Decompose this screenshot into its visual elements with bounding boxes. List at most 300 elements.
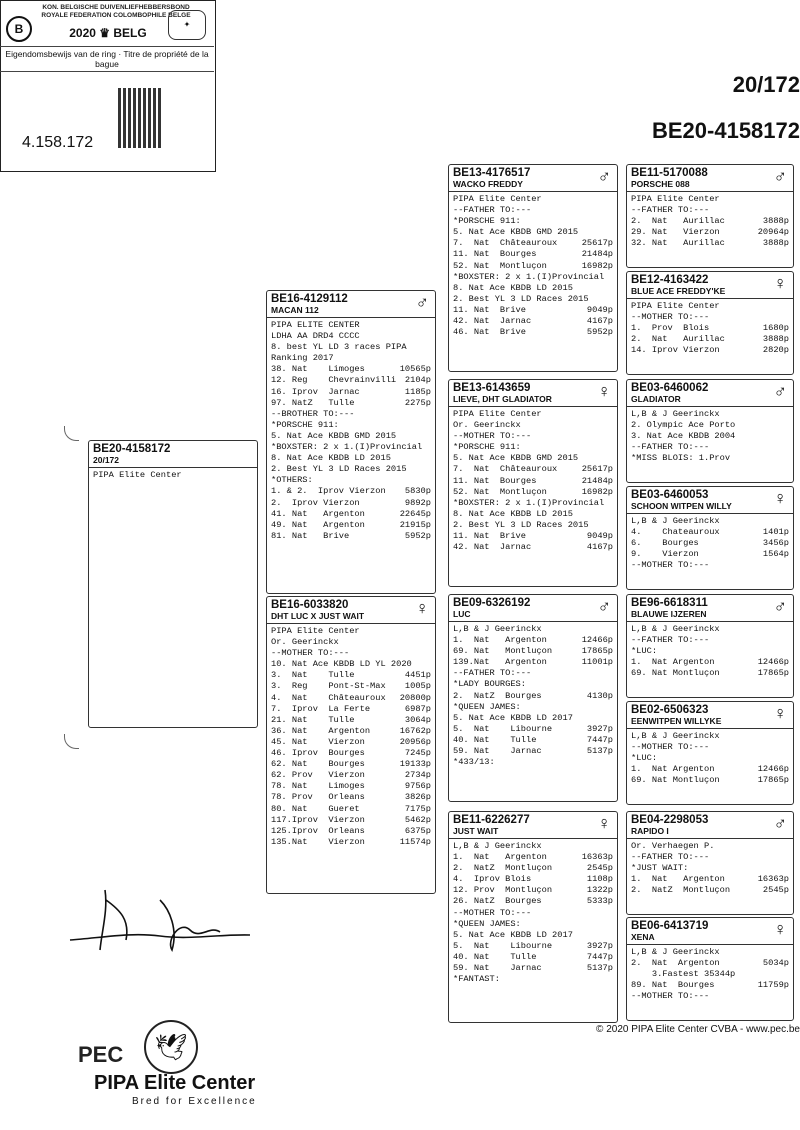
pedigree-box-sss bbox=[626, 164, 794, 268]
result-prize: 17865p bbox=[581, 646, 613, 657]
result-text: 8. best YL LD 3 races PIPA bbox=[271, 342, 407, 353]
result-prize: 9756p bbox=[404, 781, 431, 792]
result-text: *FANTAST: bbox=[453, 974, 500, 985]
result-text: *OTHERS: bbox=[271, 475, 313, 486]
result-line bbox=[627, 409, 793, 420]
result-line bbox=[627, 775, 793, 786]
result-line bbox=[449, 746, 617, 757]
pigeon-ring-id: BE16-4129112 bbox=[271, 293, 348, 305]
result-text: 52. Nat Montluçon bbox=[453, 486, 547, 497]
result-text: 7. Nat Châteauroux bbox=[453, 238, 558, 249]
result-prize: 11759p bbox=[757, 980, 789, 991]
subject-id: BE20-4158172 bbox=[93, 443, 171, 455]
result-line bbox=[267, 637, 435, 648]
pigeon-ring-id: BE13-4176517 bbox=[453, 167, 531, 179]
result-line bbox=[267, 726, 435, 737]
result-prize: 12466p bbox=[581, 635, 613, 646]
pigeon-ring-id: BE11-5170088 bbox=[631, 167, 708, 179]
result-text: *LUC: bbox=[631, 646, 658, 657]
pigeon-ring-id: BE02-6506323 bbox=[631, 704, 709, 716]
result-prize: 17865p bbox=[757, 668, 789, 679]
result-text: 69. Nat Montluçon bbox=[453, 646, 553, 657]
result-line bbox=[267, 693, 435, 704]
result-text: 1. Nat Argenton bbox=[453, 852, 547, 863]
pigeon-name: JUST WAIT bbox=[449, 826, 617, 839]
result-text: PIPA ELITE CENTER bbox=[271, 320, 360, 330]
result-prize: 5952p bbox=[586, 327, 613, 338]
result-prize: 1322p bbox=[586, 885, 613, 896]
result-line bbox=[627, 657, 793, 668]
header-short-code: 20/172 bbox=[732, 72, 800, 97]
result-line bbox=[449, 952, 617, 963]
result-text: 49. Nat Argenton bbox=[271, 519, 365, 530]
federation-logo-icon: B bbox=[6, 16, 32, 42]
result-line bbox=[267, 498, 435, 509]
result-text: *LUC: bbox=[631, 753, 658, 764]
result-line bbox=[267, 453, 435, 464]
pigeon-ring-id: BE09-6326192 bbox=[453, 597, 531, 609]
result-text: --FATHER TO:--- bbox=[631, 442, 710, 453]
result-text: *PORSCHE 911: bbox=[453, 442, 521, 453]
result-prize: 11001p bbox=[581, 657, 613, 668]
result-line bbox=[627, 334, 793, 345]
result-text: 78. Prov Orleans bbox=[271, 792, 365, 803]
result-prize: 5034p bbox=[762, 958, 789, 969]
result-prize: 4451p bbox=[404, 670, 431, 681]
result-text: 5. Nat Ace KBDB GMD 2015 bbox=[453, 227, 579, 238]
pedigree-box-dsd bbox=[626, 701, 794, 805]
result-prize: 25617p bbox=[581, 464, 613, 475]
fci-logo-icon: ✦ bbox=[168, 10, 206, 40]
result-line bbox=[267, 409, 435, 420]
result-text: 36. Nat Argenton bbox=[271, 725, 371, 736]
result-line bbox=[449, 531, 617, 542]
result-text: LDHA AA DRD4 CCCC bbox=[271, 331, 360, 342]
result-text: 89. Nat Bourges bbox=[631, 980, 715, 991]
result-text: 139.Nat Argenton bbox=[453, 657, 547, 668]
result-text: Or. Geerinckx bbox=[453, 420, 521, 431]
result-line bbox=[267, 331, 435, 342]
result-text: 1. Nat Argenton bbox=[631, 874, 725, 885]
pedigree-box-dd bbox=[448, 811, 618, 1023]
result-prize: 1401p bbox=[762, 527, 789, 538]
result-text: 12. Reg Chevrainvilli bbox=[271, 375, 397, 386]
result-line bbox=[627, 991, 793, 1002]
result-prize: 7447p bbox=[586, 734, 613, 745]
result-text: 42. Nat Jarnac bbox=[453, 316, 532, 327]
result-prize: 9892p bbox=[404, 497, 431, 508]
result-line bbox=[449, 930, 617, 941]
pedigree-box-ddd bbox=[626, 917, 794, 1021]
result-text: 4. Nat Châteauroux bbox=[271, 692, 386, 703]
federation-line-2: ROYALE FEDERATION COLOMBOPHILE BELGE bbox=[41, 12, 191, 19]
result-text: 2. Nat Aurillac bbox=[631, 334, 725, 345]
male-symbol-icon: ♂ bbox=[415, 292, 429, 312]
result-prize: 4167p bbox=[586, 316, 613, 327]
result-line bbox=[627, 453, 793, 464]
result-line bbox=[267, 387, 435, 398]
result-prize: 2820p bbox=[762, 345, 789, 356]
result-line bbox=[449, 327, 617, 338]
result-prize: 16982p bbox=[581, 260, 613, 271]
result-text: 2. Nat Aurillac bbox=[631, 216, 725, 227]
result-text: PIPA Elite Center bbox=[271, 626, 360, 636]
result-line bbox=[267, 342, 435, 353]
result-prize: 16363p bbox=[581, 852, 613, 863]
result-line bbox=[449, 852, 617, 863]
result-line bbox=[627, 841, 793, 852]
pigeon-name: BLAUWE IJZEREN bbox=[627, 609, 793, 622]
result-text: Ranking 2017 bbox=[271, 353, 334, 364]
result-text: L,B & J Geerinckx bbox=[631, 409, 720, 419]
result-text: 1. Nat Argenton bbox=[453, 635, 547, 646]
result-prize: 1185p bbox=[404, 386, 431, 397]
result-line bbox=[627, 668, 793, 679]
result-prize: 2275p bbox=[404, 397, 431, 408]
pedigree-box-sire bbox=[266, 290, 436, 594]
pigeon-ring-id: BE16-6033820 bbox=[271, 599, 349, 611]
result-line bbox=[449, 542, 617, 553]
result-text: --FATHER TO:--- bbox=[453, 668, 532, 679]
result-text: 135.Nat Vierzon bbox=[271, 836, 365, 847]
pigeon-ring-id: BE13-6143659 bbox=[453, 382, 531, 394]
result-line bbox=[449, 205, 617, 216]
result-text: 81. Nat Brive bbox=[271, 530, 350, 541]
result-line bbox=[449, 874, 617, 885]
result-line bbox=[627, 442, 793, 453]
result-line bbox=[267, 837, 435, 848]
result-text: 40. Nat Tulle bbox=[453, 951, 537, 962]
result-text: 125.Iprov Orleans bbox=[271, 825, 365, 836]
logo-tagline: Bred for Excellence bbox=[132, 1096, 257, 1107]
result-line bbox=[627, 516, 793, 527]
result-text: 69. Nat Montluçon bbox=[631, 775, 720, 786]
pigeon-name: LIEVE, DHT GLADIATOR bbox=[449, 394, 617, 407]
result-prize: 21484p bbox=[581, 249, 613, 260]
result-line bbox=[267, 770, 435, 781]
result-prize: 1005p bbox=[404, 681, 431, 692]
result-line bbox=[267, 353, 435, 364]
male-symbol-icon: ♂ bbox=[773, 166, 787, 186]
result-text: 8. Nat Ace KBDB LD 2015 bbox=[453, 282, 573, 293]
ownership-title: Eigendomsbewijs van de ring · Titre de propriété de la bague bbox=[0, 46, 214, 72]
result-text: L,B & J Geerinckx bbox=[453, 624, 542, 634]
binder-hole-top bbox=[64, 426, 79, 441]
result-text: --FATHER TO:--- bbox=[631, 205, 710, 216]
result-text: --FATHER TO:--- bbox=[631, 635, 710, 646]
result-text: 6. Bourges bbox=[631, 538, 699, 549]
result-line bbox=[267, 509, 435, 520]
result-line bbox=[627, 969, 793, 980]
result-text: *BOXSTER: 2 x 1.(I)Provincial bbox=[271, 442, 423, 453]
result-line bbox=[449, 294, 617, 305]
result-text: 5. Nat Ace KBDB GMD 2015 bbox=[453, 453, 579, 464]
pigeon-logo-icon: 🕊 bbox=[144, 1020, 198, 1074]
result-prize: 2545p bbox=[762, 885, 789, 896]
result-prize: 17865p bbox=[757, 775, 789, 786]
result-line bbox=[627, 312, 793, 323]
result-line bbox=[267, 486, 435, 497]
result-text: 11. Nat Brive bbox=[453, 304, 526, 315]
result-text: 42. Nat Jarnac bbox=[453, 542, 532, 553]
result-text: 4. Iprov Blois bbox=[453, 874, 532, 885]
female-symbol-icon: ♀ bbox=[773, 273, 787, 293]
result-line bbox=[267, 648, 435, 659]
result-line bbox=[449, 974, 617, 985]
result-text: 9. Vierzon bbox=[631, 549, 699, 560]
result-prize: 4167p bbox=[586, 542, 613, 553]
result-prize: 16363p bbox=[757, 874, 789, 885]
logo-name: PIPA Elite Center bbox=[94, 1072, 256, 1094]
result-text: 1. Nat Argenton bbox=[631, 764, 715, 775]
result-text: 2. NatZ Montluçon bbox=[631, 885, 731, 896]
result-text: --MOTHER TO:--- bbox=[271, 648, 350, 659]
result-text: 41. Nat Argenton bbox=[271, 508, 365, 519]
result-line bbox=[449, 702, 617, 713]
pigeon-ring-id: BE96-6618311 bbox=[631, 597, 708, 609]
result-line bbox=[449, 216, 617, 227]
pigeon-name: WACKO FREDDY bbox=[449, 179, 617, 192]
result-line bbox=[267, 759, 435, 770]
result-line bbox=[449, 509, 617, 520]
ring-year: 2020 bbox=[69, 26, 96, 40]
result-line bbox=[449, 453, 617, 464]
result-line bbox=[627, 947, 793, 958]
pedigree-box-ssd bbox=[626, 271, 794, 375]
female-symbol-icon: ♀ bbox=[597, 381, 611, 401]
result-line bbox=[627, 980, 793, 991]
result-text: 26. NatZ Bourges bbox=[453, 896, 542, 907]
result-line bbox=[449, 885, 617, 896]
result-text: 16. Iprov Jarnac bbox=[271, 386, 360, 397]
result-text: --MOTHER TO:--- bbox=[631, 312, 710, 323]
result-text: 1. Nat Argenton bbox=[631, 657, 715, 668]
result-prize: 1564p bbox=[762, 549, 789, 560]
result-line bbox=[627, 646, 793, 657]
result-line bbox=[267, 704, 435, 715]
result-text: 7. Iprov La Ferte bbox=[271, 703, 371, 714]
result-line bbox=[267, 626, 435, 637]
result-text: 29. Nat Vierzon bbox=[631, 227, 720, 238]
result-text: *PORSCHE 911: bbox=[453, 216, 521, 227]
result-text: 3.Fastest 35344p bbox=[631, 969, 736, 980]
result-text: 2. Olympic Ace Porto bbox=[631, 420, 736, 431]
result-line bbox=[267, 681, 435, 692]
pigeon-ring-id: BE12-4163422 bbox=[631, 274, 709, 286]
result-prize: 3888p bbox=[762, 238, 789, 249]
result-line bbox=[449, 668, 617, 679]
result-text: 3. Nat Tulle bbox=[271, 670, 355, 681]
result-line bbox=[627, 958, 793, 969]
result-prize: 11574p bbox=[399, 836, 431, 847]
result-text: 59. Nat Jarnac bbox=[453, 746, 542, 757]
result-prize: 5137p bbox=[586, 746, 613, 757]
result-text: *MISS BLOIS: 1.Prov bbox=[631, 453, 731, 464]
result-text: PIPA Elite Center bbox=[453, 194, 542, 204]
result-line bbox=[627, 323, 793, 334]
pedigree-box-sdd bbox=[626, 486, 794, 590]
result-text: 11. Nat Bourges bbox=[453, 249, 537, 260]
result-line bbox=[267, 737, 435, 748]
result-line bbox=[267, 715, 435, 726]
result-text: 32. Nat Aurillac bbox=[631, 238, 725, 249]
result-text: *JUST WAIT: bbox=[631, 863, 689, 874]
result-line bbox=[449, 420, 617, 431]
result-prize: 3927p bbox=[586, 940, 613, 951]
header-ring-code: BE20-4158172 bbox=[651, 118, 800, 143]
pedigree-box-dam bbox=[266, 596, 436, 894]
result-line bbox=[449, 735, 617, 746]
result-line bbox=[449, 261, 617, 272]
result-line bbox=[449, 476, 617, 487]
pigeon-name: PORSCHE 088 bbox=[627, 179, 793, 192]
subject-code: 20/172 bbox=[89, 455, 257, 468]
result-line bbox=[449, 713, 617, 724]
result-text: PIPA Elite Center bbox=[631, 301, 720, 311]
result-line bbox=[627, 301, 793, 312]
result-line bbox=[627, 205, 793, 216]
result-text: --BROTHER TO:--- bbox=[271, 408, 355, 419]
result-line bbox=[267, 815, 435, 826]
result-line bbox=[267, 748, 435, 759]
result-line bbox=[627, 194, 793, 205]
pigeon-ring-id: BE06-6413719 bbox=[631, 920, 709, 932]
result-line bbox=[449, 679, 617, 690]
result-prize: 3064p bbox=[404, 714, 431, 725]
result-prize: 2104p bbox=[404, 375, 431, 386]
result-text: 5. Nat Libourne bbox=[453, 723, 553, 734]
result-line bbox=[627, 731, 793, 742]
pigeon-name: EENWITPEN WILLYKE bbox=[627, 716, 793, 729]
pedigree-box-sds bbox=[626, 379, 794, 483]
result-prize: 21915p bbox=[399, 519, 431, 530]
result-prize: 10565p bbox=[399, 364, 431, 375]
result-prize: 3888p bbox=[762, 334, 789, 345]
result-text: PIPA Elite Center bbox=[453, 409, 542, 419]
result-text: *LADY BOURGES: bbox=[453, 679, 526, 690]
result-prize: 6987p bbox=[404, 703, 431, 714]
result-prize: 20964p bbox=[757, 227, 789, 238]
result-line bbox=[449, 657, 617, 668]
result-text: 2. Best YL 3 LD Races 2015 bbox=[453, 293, 589, 304]
result-text: PIPA Elite Center bbox=[631, 194, 720, 204]
result-text: --MOTHER TO:--- bbox=[453, 431, 532, 442]
logo-mark: PEC bbox=[78, 1042, 124, 1067]
result-line bbox=[627, 742, 793, 753]
male-symbol-icon: ♂ bbox=[597, 166, 611, 186]
result-line bbox=[627, 852, 793, 863]
female-symbol-icon: ♀ bbox=[773, 919, 787, 939]
result-text: *PORSCHE 911: bbox=[271, 419, 339, 430]
result-line bbox=[449, 238, 617, 249]
pigeon-name: MACAN 112 bbox=[267, 305, 435, 318]
result-text: 10. Nat Ace KBDB LD YL 2020 bbox=[271, 659, 412, 670]
pigeon-name: SCHOON WITPEN WILLY bbox=[627, 501, 793, 514]
result-prize: 6375p bbox=[404, 825, 431, 836]
result-text: 4. Chateauroux bbox=[631, 527, 720, 538]
female-symbol-icon: ♀ bbox=[415, 598, 429, 618]
result-text: 52. Nat Montluçon bbox=[453, 260, 547, 271]
result-text: 2. NatZ Bourges bbox=[453, 690, 542, 701]
result-line bbox=[627, 764, 793, 775]
result-prize: 5333p bbox=[586, 896, 613, 907]
pigeon-ring-id: BE04-2298053 bbox=[631, 814, 709, 826]
result-text: 1. Prov Blois bbox=[631, 323, 710, 334]
pigeon-ring-id: BE03-6460062 bbox=[631, 382, 709, 394]
result-line bbox=[627, 560, 793, 571]
result-prize: 7447p bbox=[586, 951, 613, 962]
result-text: 3. Reg Pont-St-Max bbox=[271, 681, 386, 692]
result-prize: 5830p bbox=[404, 486, 431, 497]
result-line bbox=[449, 272, 617, 283]
result-text: 59. Nat Jarnac bbox=[453, 963, 542, 974]
result-prize: 9049p bbox=[586, 531, 613, 542]
ring-certificate bbox=[0, 0, 216, 172]
result-line bbox=[267, 431, 435, 442]
result-line bbox=[627, 345, 793, 356]
result-line bbox=[449, 487, 617, 498]
result-text: --MOTHER TO:--- bbox=[631, 742, 710, 753]
result-text: *QUEEN JAMES: bbox=[453, 701, 521, 712]
result-line bbox=[267, 442, 435, 453]
result-prize: 5952p bbox=[404, 530, 431, 541]
result-prize: 12466p bbox=[757, 657, 789, 668]
result-text: --MOTHER TO:--- bbox=[631, 991, 710, 1002]
result-prize: 5462p bbox=[404, 814, 431, 825]
result-line bbox=[449, 841, 617, 852]
result-text: 8. Nat Ace KBDB LD 2015 bbox=[453, 508, 573, 519]
result-text: 45. Nat Vierzon bbox=[271, 736, 365, 747]
result-line bbox=[449, 919, 617, 930]
result-line bbox=[267, 364, 435, 375]
result-line bbox=[449, 896, 617, 907]
result-prize: 20800p bbox=[399, 692, 431, 703]
result-line bbox=[267, 464, 435, 475]
result-text: 5. Nat Libourne bbox=[453, 940, 553, 951]
result-line bbox=[449, 283, 617, 294]
result-line bbox=[449, 520, 617, 531]
result-line bbox=[267, 659, 435, 670]
result-prize: 22645p bbox=[399, 508, 431, 519]
result-line bbox=[449, 863, 617, 874]
result-line bbox=[449, 464, 617, 475]
result-text: 117.Iprov Vierzon bbox=[271, 814, 365, 825]
result-line bbox=[449, 316, 617, 327]
result-line bbox=[449, 431, 617, 442]
result-text: 46. Nat Brive bbox=[453, 327, 526, 338]
female-symbol-icon: ♀ bbox=[773, 703, 787, 723]
result-text: 11. Nat Brive bbox=[453, 531, 526, 542]
pigeon-name: RAPIDO I bbox=[627, 826, 793, 839]
result-prize: 2545p bbox=[586, 863, 613, 874]
result-text: 21. Nat Tulle bbox=[271, 714, 355, 725]
result-text: *BOXSTER: 2 x 1.(I)Provincial bbox=[453, 497, 605, 508]
result-text: 12. Prov Montluçon bbox=[453, 885, 553, 896]
result-text: L,B & J Geerinckx bbox=[631, 947, 720, 957]
male-symbol-icon: ♂ bbox=[773, 813, 787, 833]
result-text: L,B & J Geerinckx bbox=[631, 731, 720, 741]
result-text: 14. Iprov Vierzon bbox=[631, 345, 720, 356]
result-text: 40. Nat Tulle bbox=[453, 734, 537, 745]
result-line bbox=[449, 624, 617, 635]
result-text: L,B & J Geerinckx bbox=[631, 516, 720, 526]
result-line bbox=[449, 691, 617, 702]
result-text: 62. Nat Bourges bbox=[271, 759, 365, 770]
pedigree-box-dss bbox=[626, 594, 794, 698]
pedigree-box-dds bbox=[626, 811, 794, 915]
signature bbox=[60, 880, 260, 960]
result-text: Or. Verhaegen P. bbox=[631, 841, 715, 851]
